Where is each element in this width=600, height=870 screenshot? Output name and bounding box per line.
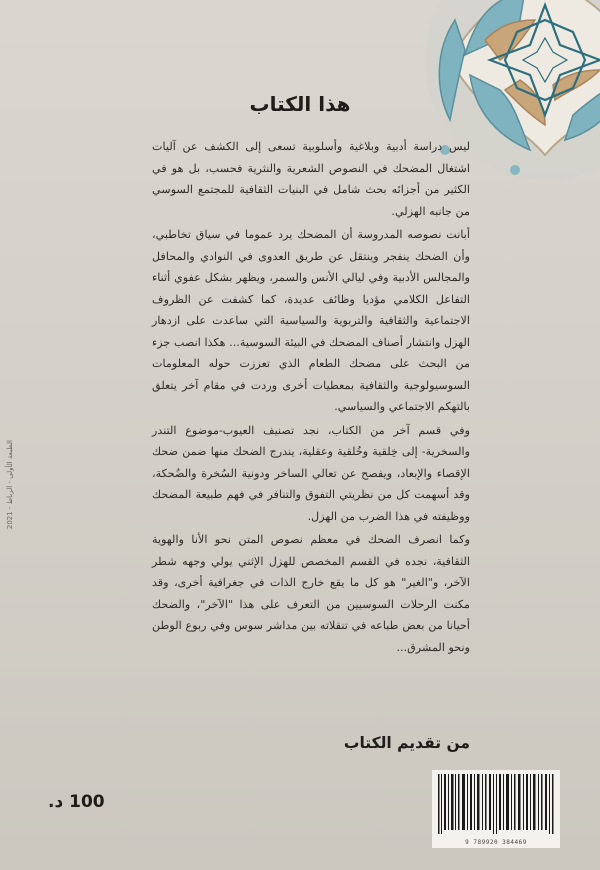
paragraph: وفي قسم آخر من الكتاب، نجد تصنيف العيوب-موضوع التندر والسخرية- إلى خِلقية وخُلقية وعقلية، يندرج الضحك منها ضمن ضحك الإقصاء والإبعاد، ويفصح عن تعالي الساخر ودونية السُخرة والضُحكة، وقد أسهمت كل من نظريتي التفوق والتنافر في فهم طبيعة المضحك ووظيفته في هذا الضرب من الهزل. [152, 423, 470, 523]
price: 100 د. [48, 792, 105, 812]
page-title: هذا الكتاب [249, 92, 351, 116]
paragraph: وكما انصرف الضحك في معظم نصوص المتن نحو الأنا والهوية الثقافية، نجده في القسم المخصص للهزل الإثني يولي وجهه شطر الآخر، و"الغير" هو كل ما يقع خارج الذات في جغرافية أخرى، وقد مكنت الرحلات السوسيين من التعرف على هذا "الآخر"، والضحك أحيانا من بعض طباعه في تنقلاته بين مداشر سوس وفي ربوع الوطن ونحو المشرق... [152, 533, 470, 654]
barcode-number: 9 789920 384469 [465, 839, 527, 846]
paragraph: ليس دراسة أدبية وبلاغية وأسلوبية تسعى إلى الكشف عن آليات اشتغال المضحك في النصوص الشعرية والنثرية فحسب، بل هو في الكثير من أجزائه بحث شامل في البنيات الثقافية للمجتمع السوسي من جانبه الهزلي. [152, 140, 470, 218]
barcode-icon [436, 774, 556, 834]
back-cover-text [152, 136, 470, 660]
signature: من تقديم الكتاب [343, 734, 470, 752]
edition-note: الطبعة الأولى - الرباط - 2021 [6, 440, 14, 530]
paragraph: أبانت نصوصه المدروسة أن المضحك يرد عموما في سياق تخاطبي، وأن الضحك ينفجر وينتقل عن طريق العدوى في النوادي والمحافل والمجالس الأدبية وفي ليالي الأنس والسمر، ويظهر بشكل عفوي أثناء التفاعل الكلامي مؤديا وظائف عديدة، كما كشفت عن الظروف الاجتماعية والثقافية والتربوية والسياسية التي ساعدت على ازدهار الهزل وانتشار أصناف المضحك في البيئة السوسية... هكذا انصب جزء من البحث على مضحك الطعام الذي تعززت حوله المعلومات السوسيولوجية والثقافية بمعطيات أخرى وردت في مقام آخر يتعلق بالتهكم الاجتماعي والسياسي. [152, 228, 470, 413]
barcode [432, 770, 560, 848]
